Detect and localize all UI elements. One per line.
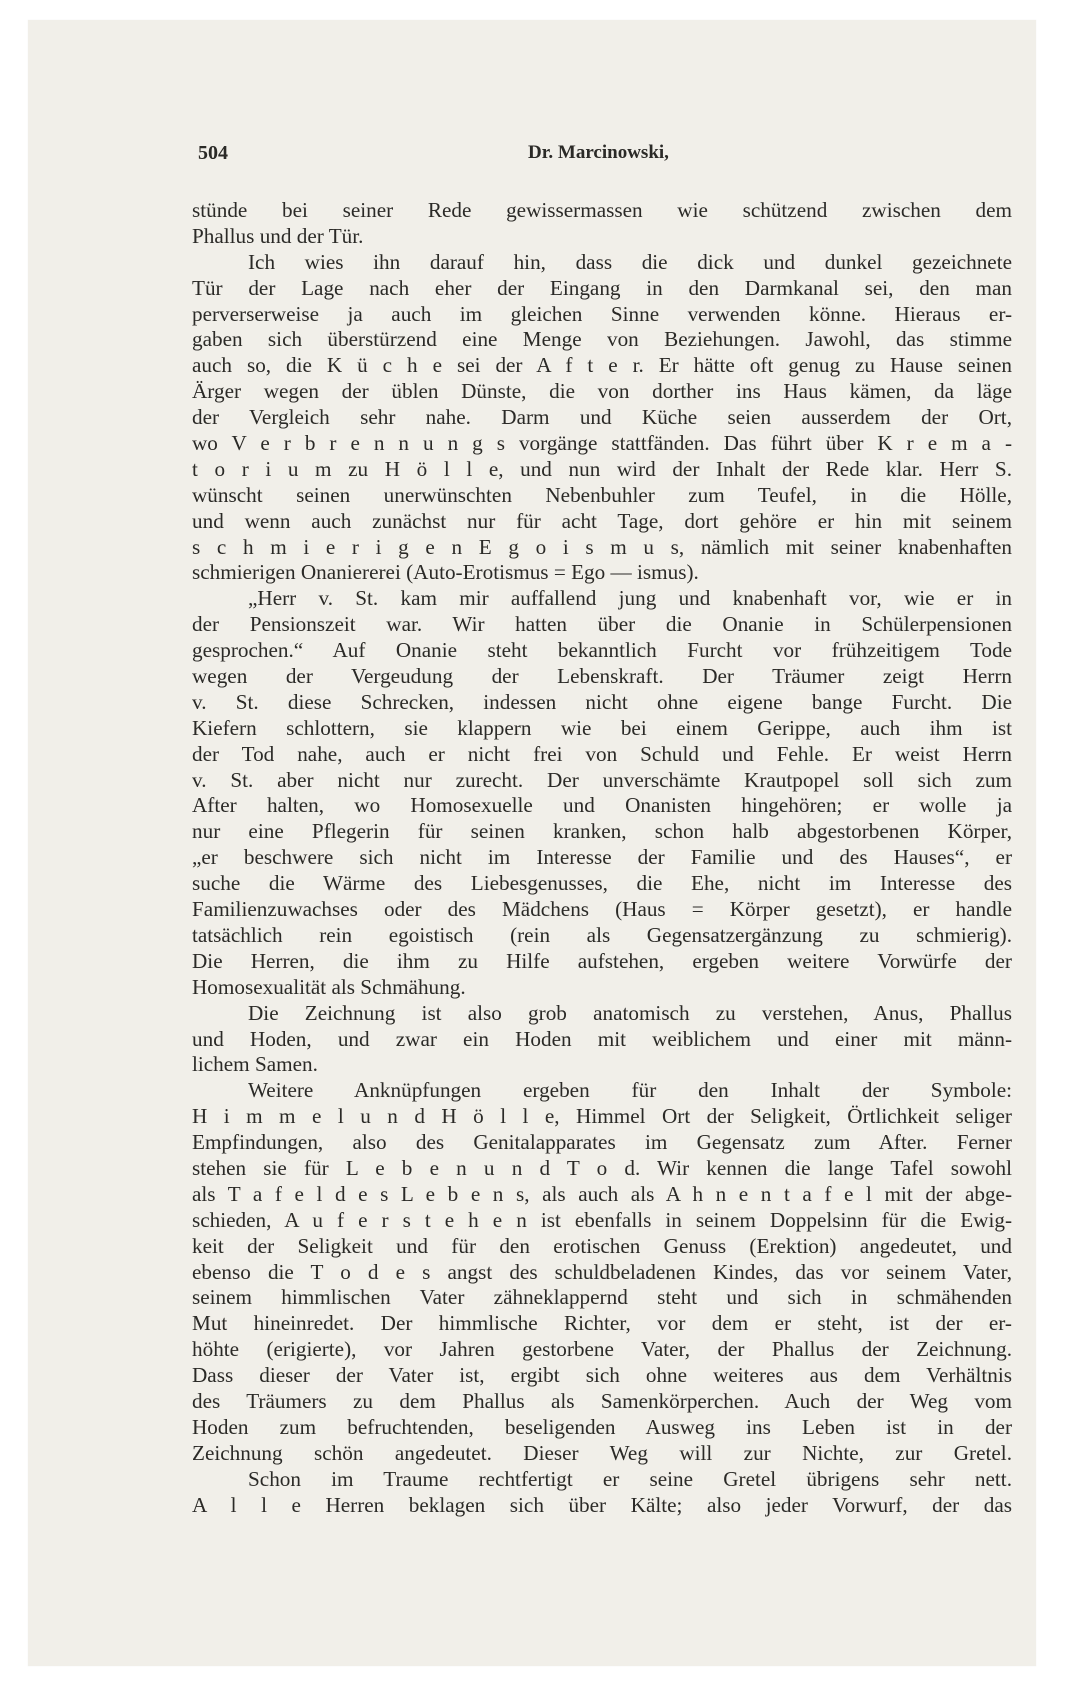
text-line: höhte (erigierte), vor Jahren gestorbene Vater, der Phallus der Zeichnung. [192, 1337, 1012, 1362]
text-line: H i m m e l u n d H ö l l e, Himmel Ort der Seligkeit, Örtlichkeit seliger [192, 1104, 1012, 1129]
running-title: Dr. Marcinowski, [528, 142, 669, 163]
text-line: schieden, A u f e r s t e h e n ist ebenfalls in seinem Doppelsinn für die Ewig- [192, 1207, 1012, 1232]
text-line: Schon im Traume rechtfertigt er seine Gretel übrigens sehr nett. [248, 1466, 1012, 1491]
text-line: Hoden zum befruchtenden, beseligenden Ausweg ins Leben ist in der [192, 1414, 1012, 1439]
text-line: Dass dieser der Vater ist, ergibt sich ohne weiteres aus dem Verhältnis [192, 1363, 1012, 1388]
text-line: suche die Wärme des Liebesgenusses, die Ehe, nicht im Interesse des [192, 871, 1012, 896]
text-line: wegen der Vergeudung der Lebenskraft. Der Träumer zeigt Herrn [192, 664, 1012, 689]
text-line: auch so, die K ü c h e sei der A f t e r. Er hätte oft genug zu Hause seinen [192, 353, 1012, 378]
text-line: „er beschwere sich nicht im Interesse der Familie und des Hauses“, er [192, 845, 1012, 870]
text-line: Die Herren, die ihm zu Hilfe aufstehen, ergeben weitere Vorwürfe der [192, 948, 1012, 973]
text-line: des Träumers zu dem Phallus als Samenkörperchen. Auch der Weg vom [192, 1388, 1012, 1413]
text-line: wünscht seinen unerwünschten Nebenbuhler zum Teufel, in die Hölle, [192, 482, 1012, 507]
text-line: t o r i u m zu H ö l l e, und nun wird der Inhalt der Rede klar. Herr S. [192, 456, 1012, 481]
text-line: s c h m i e r i g e n E g o i s m u s, nämlich mit seiner knabenhaften [192, 534, 1012, 559]
text-line: gaben sich überstürzend eine Menge von Beziehungen. Jawohl, das stimme [192, 327, 1012, 352]
text-line: der Pensionszeit war. Wir hatten über die Onanie in Schülerpensionen [192, 612, 1012, 637]
text-line: Phallus und der Tür. [192, 223, 364, 248]
page-number: 504 [198, 142, 228, 164]
text-line: A l l e Herren beklagen sich über Kälte; also jeder Vorwurf, der das [192, 1492, 1012, 1517]
body-text [192, 198, 1012, 1518]
text-line: Tür der Lage nach eher der Eingang in den Darmkanal sei, den man [192, 275, 1012, 300]
text-line: Mut hineinredet. Der himmlische Richter, vor dem er steht, ist der er- [192, 1311, 1012, 1336]
text-line: Zeichnung schön angedeutet. Dieser Weg will zur Nichte, zur Gretel. [192, 1440, 1012, 1465]
text-line: der Tod nahe, auch er nicht frei von Schuld und Fehle. Er weist Herrn [192, 741, 1012, 766]
running-header [192, 138, 1012, 168]
text-line: lichem Samen. [192, 1052, 318, 1077]
text-line: keit der Seligkeit und für den erotischen Genuss (Erektion) angedeutet, und [192, 1233, 1012, 1258]
text-line: Ärger wegen der üblen Dünste, die von dorther ins Haus kämen, da läge [192, 379, 1012, 404]
text-line: v. St. aber nicht nur zurecht. Der unverschämte Krautpopel soll sich zum [192, 767, 1012, 792]
text-line: Kiefern schlottern, sie klappern wie bei einem Gerippe, auch ihm ist [192, 715, 1012, 740]
text-line: als T a f e l d e s L e b e n s, als auch als A h n e n t a f e l mit der abge- [192, 1181, 1012, 1206]
text-line: der Vergleich sehr nahe. Darm und Küche seien ausserdem der Ort, [192, 405, 1012, 430]
book-page [192, 138, 1012, 1518]
text-line: nur eine Pflegerin für seinen kranken, schon halb abgestorbenen Körper, [192, 819, 1012, 844]
text-line: Homosexualität als Schmähung. [192, 974, 466, 999]
text-line: gesprochen.“ Auf Onanie steht bekanntlich Furcht vor frühzeitigem Tode [192, 638, 1012, 663]
text-line: und Hoden, und zwar ein Hoden mit weiblichem und einer mit männ- [192, 1026, 1012, 1051]
scanned-page [28, 20, 1036, 1666]
text-line: schmierigen Onaniererei (Auto-Erotismus = Ego — ismus). [192, 560, 699, 585]
text-line: seinem himmlischen Vater zähneklappernd steht und sich in schmähenden [192, 1285, 1012, 1310]
text-line: stünde bei seiner Rede gewissermassen wie schützend zwischen dem [192, 198, 1012, 222]
text-line: stehen sie für L e b e n u n d T o d. Wir kennen die lange Tafel sowohl [192, 1155, 1012, 1180]
text-line: ebenso die T o d e s angst des schuldbeladenen Kindes, das vor seinem Vater, [192, 1259, 1012, 1284]
text-line: Familienzuwachses oder des Mädchens (Haus = Körper gesetzt), er handle [192, 897, 1012, 922]
text-line: v. St. diese Schrecken, indessen nicht ohne eigene bange Furcht. Die [192, 689, 1012, 714]
text-line: Ich wies ihn darauf hin, dass die dick und dunkel gezeichnete [248, 249, 1012, 274]
text-line: Die Zeichnung ist also grob anatomisch zu verstehen, Anus, Phallus [248, 1000, 1012, 1025]
text-line: perverserweise ja auch im gleichen Sinne verwenden könne. Hieraus er- [192, 301, 1012, 326]
text-line: tatsächlich rein egoistisch (rein als Gegensatzergänzung zu schmierig). [192, 922, 1012, 947]
text-line: After halten, wo Homosexuelle und Onanisten hingehören; er wolle ja [192, 793, 1012, 818]
text-line: Empfindungen, also des Genitalapparates im Gegensatz zum After. Ferner [192, 1130, 1012, 1155]
text-line: wo V e r b r e n n u n g s vorgänge stattfänden. Das führt über K r e m a - [192, 431, 1012, 456]
text-line: „Herr v. St. kam mir auffallend jung und knabenhaft vor, wie er in [248, 586, 1012, 611]
text-line: und wenn auch zunächst nur für acht Tage, dort gehöre er hin mit seinem [192, 508, 1012, 533]
text-line: Weitere Anknüpfungen ergeben für den Inhalt der Symbole: [248, 1078, 1012, 1103]
